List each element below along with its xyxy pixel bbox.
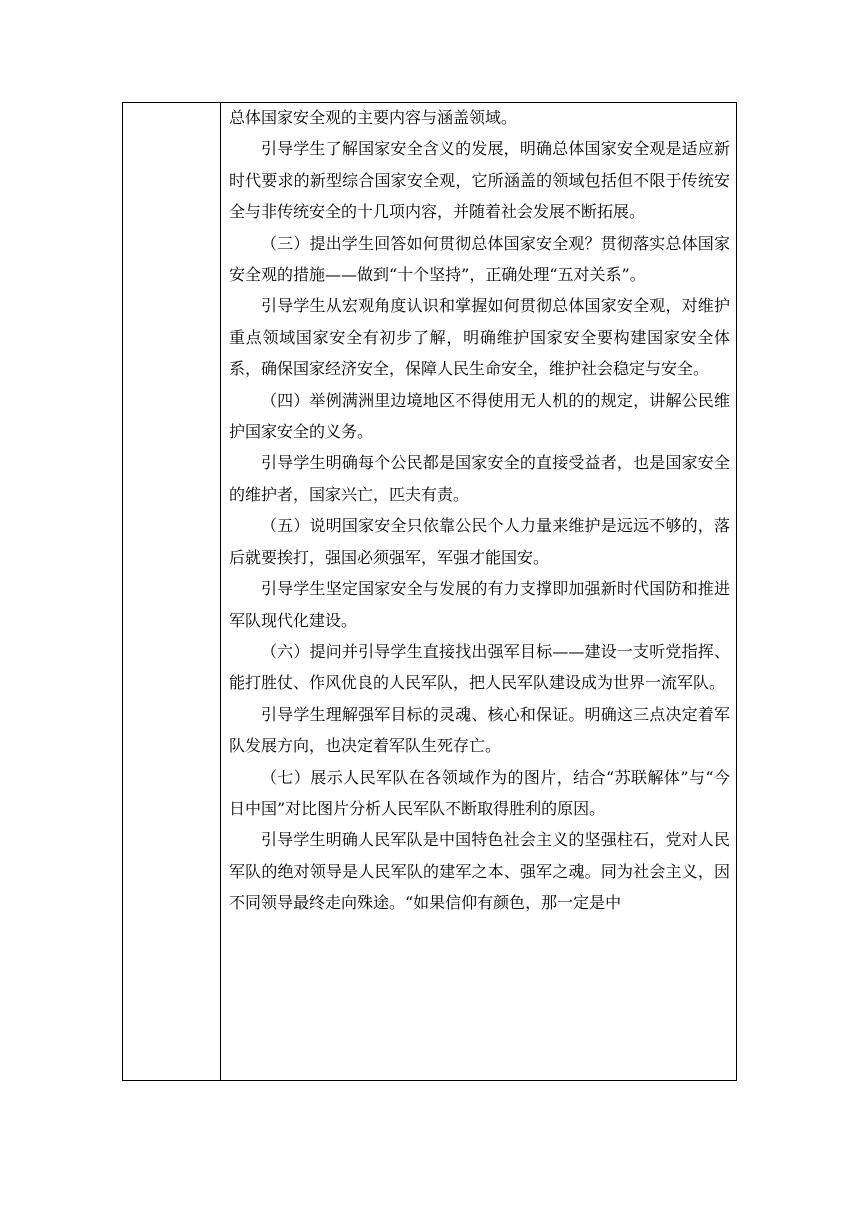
paragraph: （七）展示人民军队在各领域作为的图片，结合“苏联解体”与“今日中国”对比图片分析人民军队不断取得胜利的原因。 [229,767,730,818]
paragraph: （四）举例满洲里边境地区不得使用无人机的的规定，讲解公民维护国家安全的义务。 [229,390,730,442]
paragraph: 引导学生坚定国家安全与发展的有力支撑即加强新时代国防和推进军队现代化建设。 [229,579,730,630]
paragraph: （三）提出学生回答如何贯彻总体国家安全观？贯彻落实总体国家安全观的措施——做到“十个坚持”，正确处理“五对关系”。 [229,233,730,285]
paragraph: 引导学生从宏观角度认识和掌握如何贯彻总体国家安全观，对维护重点领域国家安全有初步了解，明确维护国家安全要构建国家安全体系，确保国家经济安全，保障人民生命安全，维护社会稳定与安全。 [229,296,730,379]
table-left-cell [123,103,221,1080]
table-right-cell [221,103,736,1080]
paragraph: 引导学生了解国家安全含义的发展，明确总体国家安全观是适应新时代要求的新型综合国家安全观，它所涵盖的领域包括但不限于传统安全与非传统安全的十几项内容，并随着社会发展不断拓展。 [229,139,730,222]
content-table [122,102,737,1081]
paragraph-continuation: 总体国家安全观的主要内容与涵盖领域。 [229,108,518,127]
paragraph: 引导学生理解强军目标的灵魂、核心和保证。明确这三点决定着军队发展方向，也决定着军队生死存亡。 [229,704,730,756]
paragraph: 引导学生明确每个公民都是国家安全的直接受益者，也是国家安全的维护者，国家兴亡，匹夫有责。 [229,453,730,504]
paragraph: （五）说明国家安全只依靠公民个人力量来维护是远远不够的，落后就要挨打，强国必须强军，军强才能国安。 [229,516,730,567]
paragraph: 引导学生明确人民军队是中国特色社会主义的坚强柱石，党对人民军队的绝对领导是人民军队的建军之本、强军之魂。同为社会主义，因不同领导最终走向殊途。“如果信仰有颜色，那一定是中 [229,830,730,913]
paragraph: （六）提问并引导学生直接找出强军目标——建设一支听党指挥、能打胜仗、作风优良的人民军队，把人民军队建设成为世界一流军队。 [229,641,730,693]
